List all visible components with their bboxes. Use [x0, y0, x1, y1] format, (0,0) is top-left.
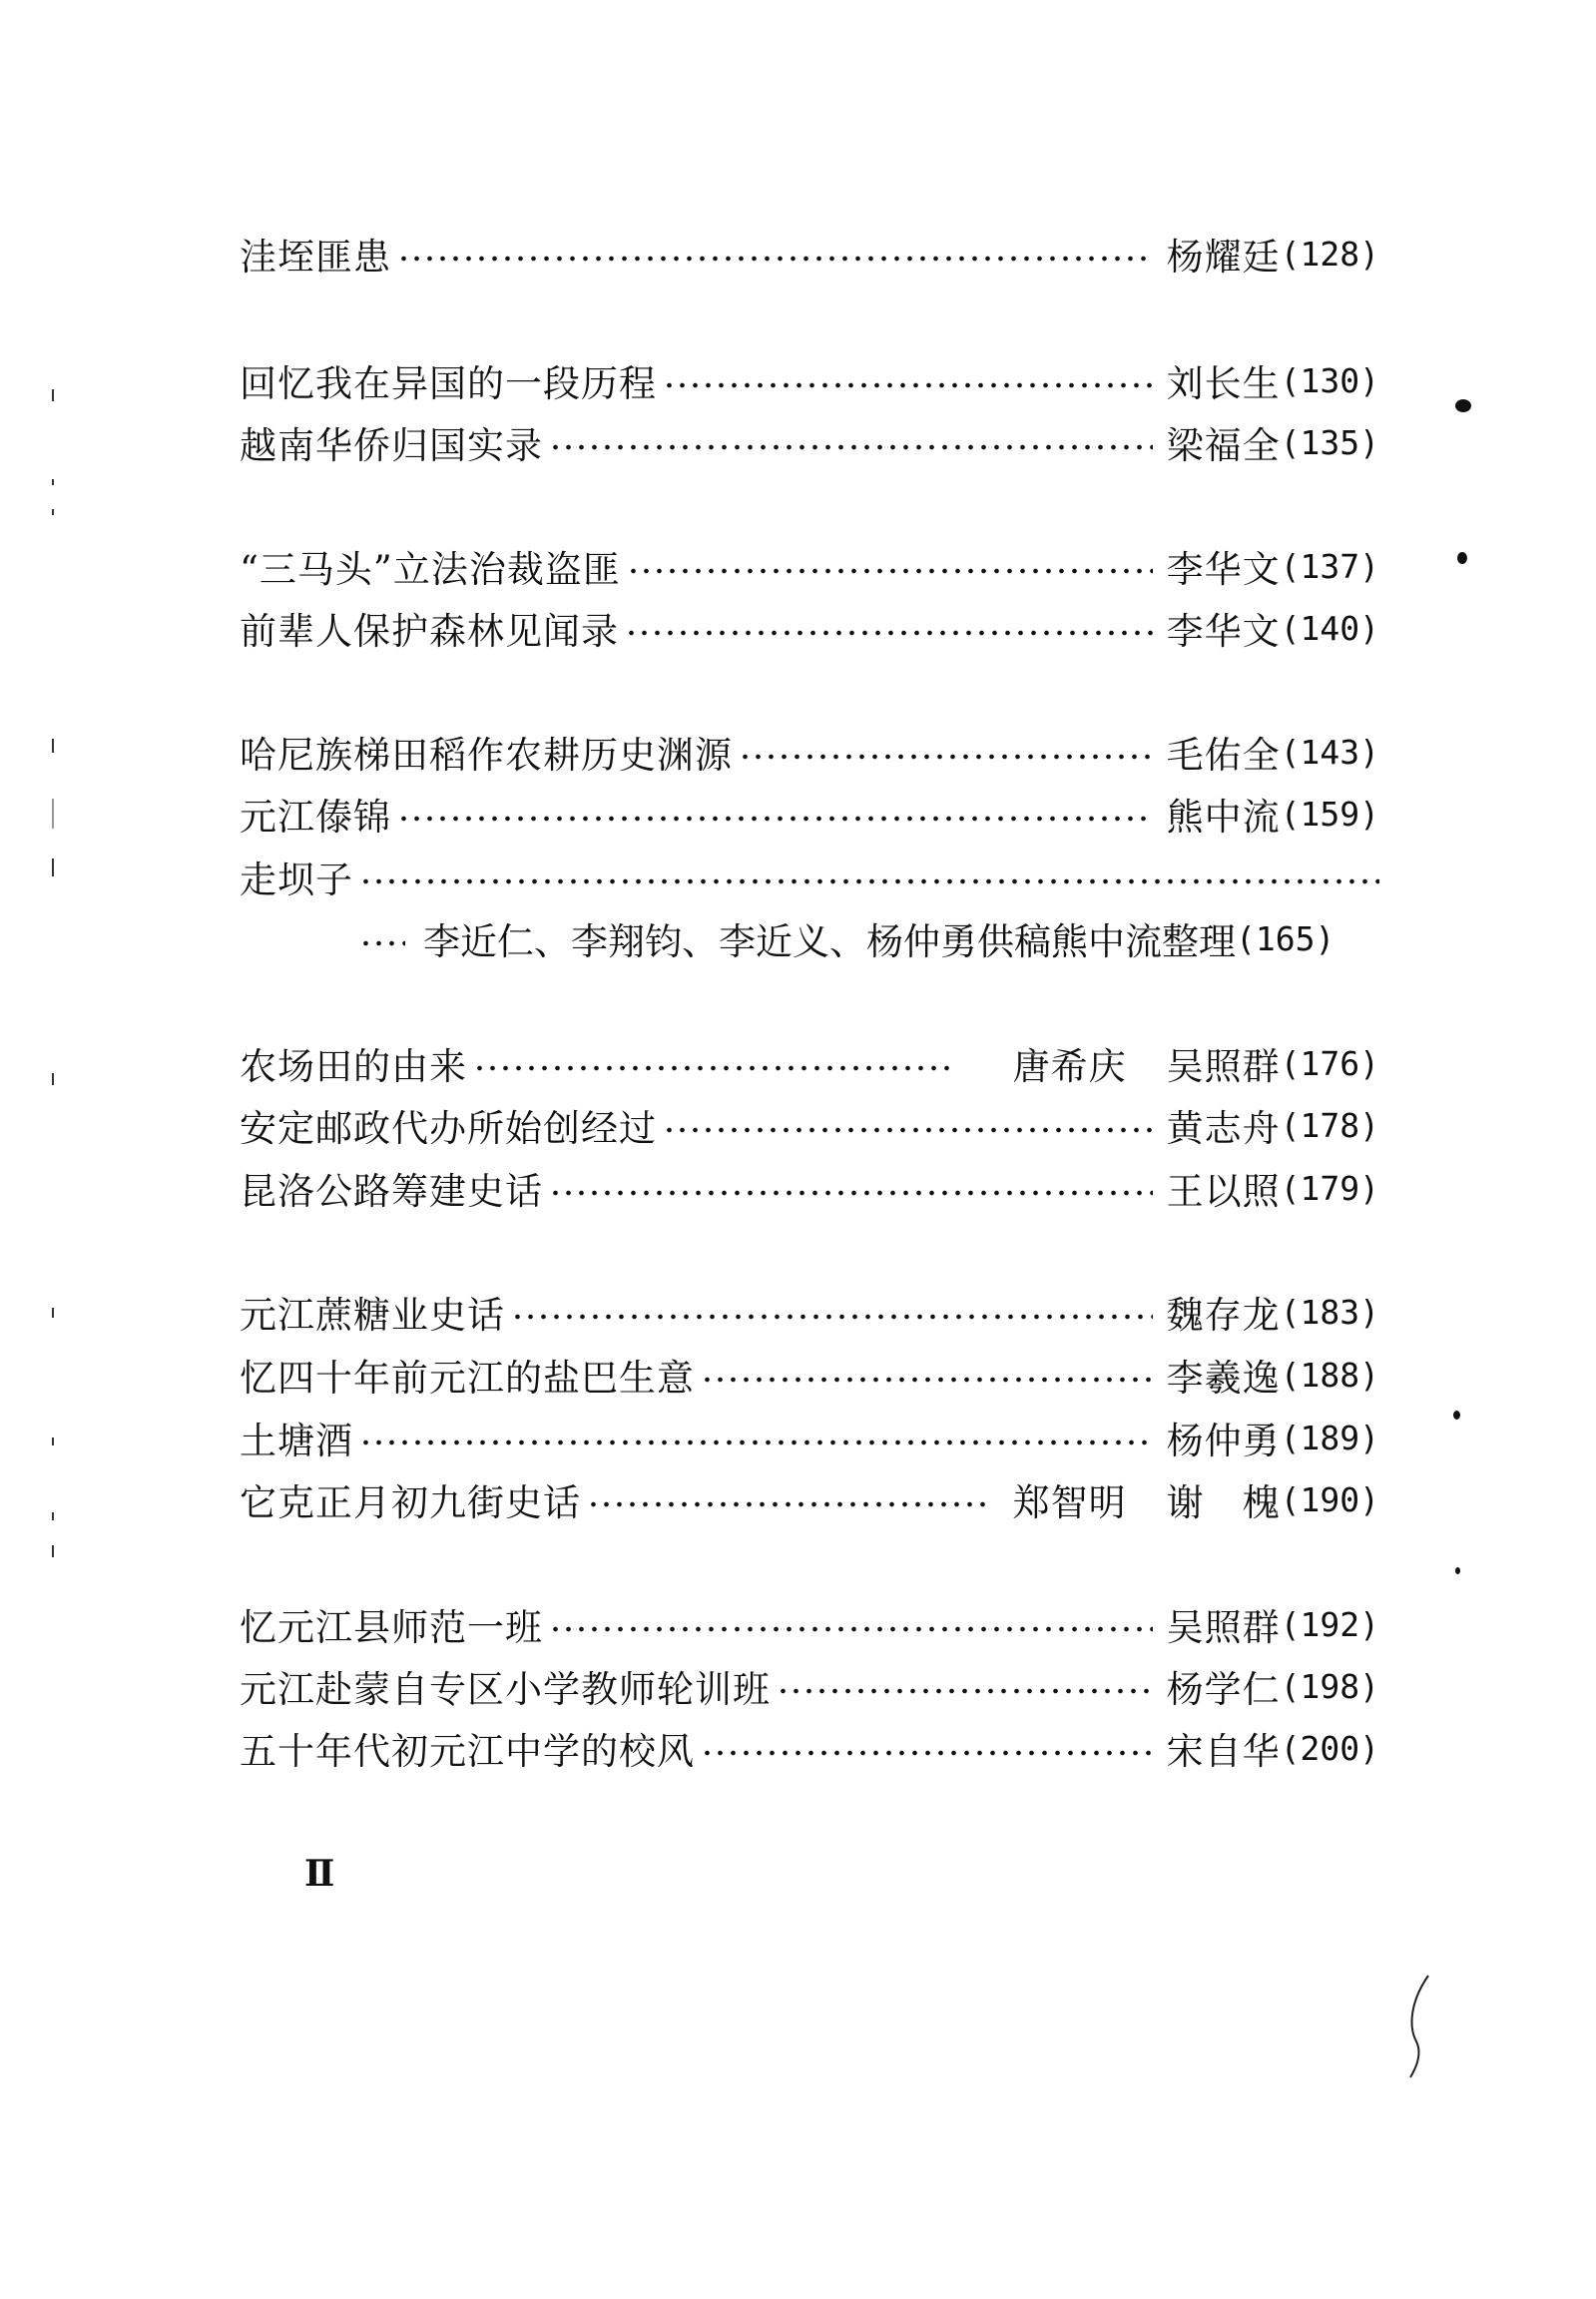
entry-title: 忆元江县师范一班: [240, 1606, 543, 1649]
scan-speck: [1457, 552, 1467, 564]
entry-author: 唐希庆: [1012, 1045, 1127, 1088]
entry-title: 昆洛公路筹建史话: [240, 1170, 543, 1213]
entry-page: (198): [1280, 1666, 1379, 1706]
dot-leader: [663, 1126, 1153, 1134]
entry-author: 杨学仁: [1166, 1668, 1281, 1711]
toc-entry: [240, 352, 1379, 408]
toc-entry: [240, 1347, 1379, 1403]
scan-speck: [1453, 1411, 1460, 1420]
toc-entry: [240, 414, 1379, 470]
scan-speck: [1455, 1567, 1460, 1574]
toc-entry: [240, 724, 1379, 780]
toc-entry: [240, 1720, 1379, 1776]
entry-author: 魏存龙: [1166, 1294, 1281, 1337]
scan-speck: [1455, 399, 1471, 412]
entry-title: 它克正月初九街史话: [240, 1481, 581, 1524]
toc-entry: [240, 1658, 1379, 1714]
entry-author: 吴照群: [1166, 1045, 1281, 1088]
dot-leader: [511, 1313, 1153, 1321]
entry-page: (176): [1280, 1043, 1379, 1083]
margin-mark: [52, 479, 54, 485]
entry-author: 杨仲勇: [1166, 1420, 1281, 1462]
entry-author: 梁福全: [1166, 424, 1281, 467]
margin-mark: [52, 1308, 54, 1318]
entry-title: 忆四十年前元江的盐巴生意: [240, 1357, 695, 1400]
entry-title: 越南华侨归国实录: [240, 424, 543, 467]
entry-author: 刘长生: [1166, 362, 1281, 405]
page-number: Ⅱ: [304, 1853, 335, 1895]
entry-title: 元江傣锦: [240, 796, 391, 839]
entry-page: (200): [1280, 1728, 1379, 1768]
toc-entry: [240, 538, 1379, 594]
entry-page: (190): [1280, 1479, 1379, 1519]
entry-author: 李近仁、李翔钧、李近义、杨仲勇供稿熊中流整理: [423, 920, 1236, 963]
toc-entry: [240, 1471, 1379, 1527]
margin-mark: [52, 1073, 54, 1085]
dot-leader: [397, 255, 1153, 263]
entry-page: (189): [1280, 1418, 1379, 1457]
dot-leader: [359, 939, 405, 947]
dot-leader: [549, 1625, 1153, 1633]
entry-title: 前辈人保护森林见闻录: [240, 610, 619, 653]
entry-page: (140): [1280, 608, 1379, 648]
entry-page: (143): [1280, 732, 1379, 772]
toc-entry: [240, 600, 1379, 656]
toc-entry: [240, 1097, 1379, 1153]
entry-title: 元江蔗糖业史话: [240, 1294, 505, 1337]
entry-title: 元江赴蒙自专区小学教师轮训班: [240, 1668, 771, 1711]
dot-leader: [739, 753, 1153, 761]
toc-entry: [240, 1410, 1379, 1465]
dot-leader: [549, 443, 1153, 451]
entry-page: (165): [1236, 918, 1335, 958]
toc-entry: [240, 1596, 1379, 1652]
entry-title: 安定邮政代办所始创经过: [240, 1107, 657, 1150]
dot-leader: [627, 567, 1153, 575]
toc-entry: [240, 1035, 1379, 1091]
dot-leader: [587, 1500, 993, 1508]
entry-page: (188): [1280, 1355, 1379, 1395]
toc-entry: [240, 1284, 1379, 1340]
entry-author: 黄志舟: [1166, 1107, 1281, 1150]
entry-author: 熊中流: [1166, 796, 1281, 839]
toc-entry: [240, 1160, 1379, 1216]
entry-title: 回忆我在异国的一段历程: [240, 362, 657, 405]
entry-title: 走坝子: [240, 859, 353, 901]
entry-page: (192): [1280, 1604, 1379, 1644]
margin-mark: [52, 1437, 54, 1445]
entry-title: 农场田的由来: [240, 1045, 467, 1088]
entry-author: 吴照群: [1166, 1606, 1281, 1649]
margin-mark: [52, 1512, 54, 1520]
entry-author: 杨耀廷: [1166, 236, 1281, 279]
entry-page: (135): [1280, 422, 1379, 462]
margin-mark: [52, 1545, 54, 1557]
entry-page: (183): [1280, 1292, 1379, 1332]
entry-author: 李华文: [1166, 548, 1281, 591]
dot-leader: [397, 815, 1153, 823]
entry-author: 郑智明: [1012, 1481, 1127, 1524]
dot-leader: [777, 1687, 1153, 1695]
margin-mark: [52, 739, 54, 753]
entry-author: 李羲逸: [1166, 1357, 1281, 1400]
dot-leader: [473, 1064, 953, 1072]
dot-leader: [359, 877, 1379, 885]
margin-mark: [52, 859, 54, 876]
toc-entry: [240, 226, 1379, 282]
dot-leader: [625, 629, 1153, 637]
entry-title: “三马头”立法治裁盗匪: [240, 548, 621, 591]
dot-leader: [701, 1376, 1153, 1384]
entry-page: (178): [1280, 1105, 1379, 1145]
margin-mark: [52, 509, 54, 515]
toc-entry: [240, 786, 1379, 842]
entry-title: 洼垤匪患: [240, 236, 391, 279]
entry-author: 谢 槐: [1166, 1481, 1281, 1524]
margin-mark: [52, 389, 54, 401]
entry-page: (128): [1280, 234, 1379, 274]
entry-author: 王以照: [1166, 1170, 1281, 1213]
entry-title: 哈尼族梯田稻作农耕历史渊源: [240, 734, 733, 777]
toc-entry: [240, 849, 1379, 904]
entry-page: (159): [1280, 794, 1379, 834]
dot-leader: [663, 381, 1153, 389]
pen-mark: [1402, 1972, 1432, 2081]
entry-page: (137): [1280, 546, 1379, 586]
toc-entry-continuation: [359, 910, 1379, 966]
entry-title: 五十年代初元江中学的校风: [240, 1730, 695, 1773]
dot-leader: [701, 1749, 1153, 1757]
entry-page: (130): [1280, 360, 1379, 400]
dot-leader: [549, 1189, 1153, 1197]
entry-title: 土塘酒: [240, 1420, 353, 1462]
margin-mark: [52, 799, 54, 829]
entry-page: (179): [1280, 1168, 1379, 1208]
entry-author: 宋自华: [1166, 1730, 1281, 1773]
dot-leader: [359, 1438, 1153, 1446]
entry-author: 李华文: [1166, 610, 1281, 653]
entry-author: 毛佑全: [1166, 734, 1281, 777]
